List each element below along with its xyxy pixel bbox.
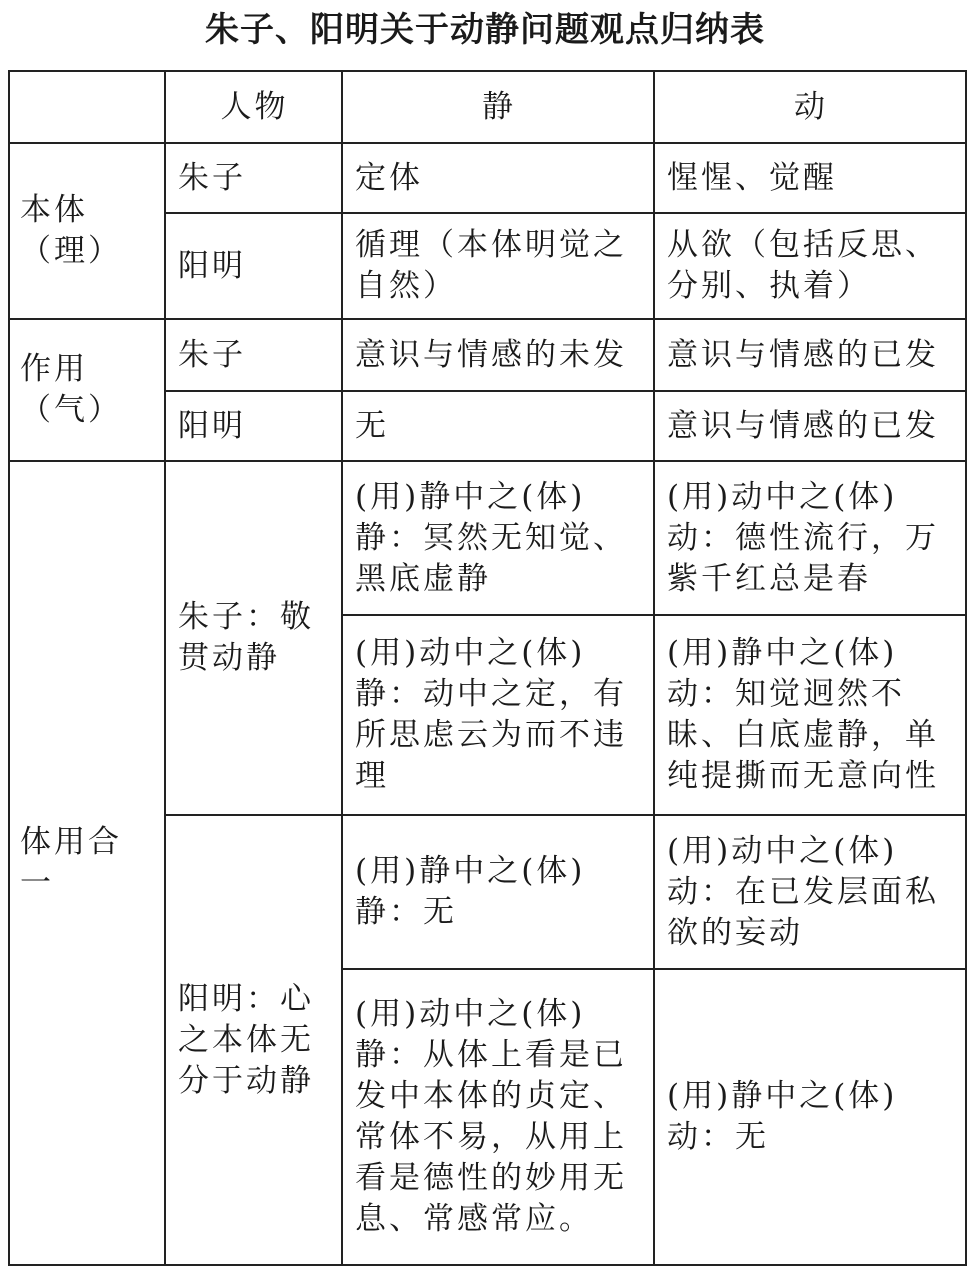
- person-cell: 朱子：敬贯动静: [165, 461, 342, 815]
- table-title: 朱子、阳明关于动静问题观点归纳表: [205, 10, 765, 50]
- motion-cell: 惺惺、觉醒: [654, 143, 966, 213]
- stillness-cell: (用)动中之(体)静：动中之定，有所思虑云为而不违理: [342, 615, 654, 815]
- category-zuoyong: 作用（气）: [9, 319, 165, 461]
- header-person: 人物: [165, 71, 342, 143]
- motion-cell: 从欲（包括反思、分别、执着）: [654, 213, 966, 319]
- person-cell: 朱子: [165, 143, 342, 213]
- table-row: [9, 461, 966, 615]
- header-corner: [9, 71, 165, 143]
- motion-cell: (用)静中之(体)动：无: [654, 969, 966, 1265]
- stillness-cell: 意识与情感的未发: [342, 319, 654, 391]
- stillness-cell: 循理（本体明觉之自然）: [342, 213, 654, 319]
- table-row: [9, 143, 966, 213]
- header-motion: 动: [654, 71, 966, 143]
- person-cell: 朱子: [165, 319, 342, 391]
- person-cell: 阳明: [165, 213, 342, 319]
- motion-cell: (用)动中之(体)动：德性流行，万紫千红总是春: [654, 461, 966, 615]
- stillness-cell: (用)静中之(体)静：无: [342, 815, 654, 969]
- category-unity: 体用合一: [9, 461, 165, 1265]
- motion-cell: (用)动中之(体)动：在已发层面私欲的妄动: [654, 815, 966, 969]
- stillness-cell: (用)动中之(体)静：从体上看是已发中本体的贞定、常体不易，从用上看是德性的妙用无息、常感常应。: [342, 969, 654, 1265]
- motion-cell: (用)静中之(体)动：知觉迥然不昧、白底虚静，单纯提撕而无意向性: [654, 615, 966, 815]
- stillness-cell: 无: [342, 391, 654, 461]
- stillness-cell: (用)静中之(体)静：冥然无知觉、黑底虚静: [342, 461, 654, 615]
- motion-cell: 意识与情感的已发: [654, 391, 966, 461]
- person-cell: 阳明: [165, 391, 342, 461]
- table-row: [9, 319, 966, 391]
- category-benti: 本体（理）: [9, 143, 165, 319]
- header-row: [9, 71, 966, 143]
- person-cell: 阳明：心之本体无分于动静: [165, 815, 342, 1265]
- summary-table: [8, 70, 967, 1266]
- header-stillness: 静: [342, 71, 654, 143]
- stillness-cell: 定体: [342, 143, 654, 213]
- motion-cell: 意识与情感的已发: [654, 319, 966, 391]
